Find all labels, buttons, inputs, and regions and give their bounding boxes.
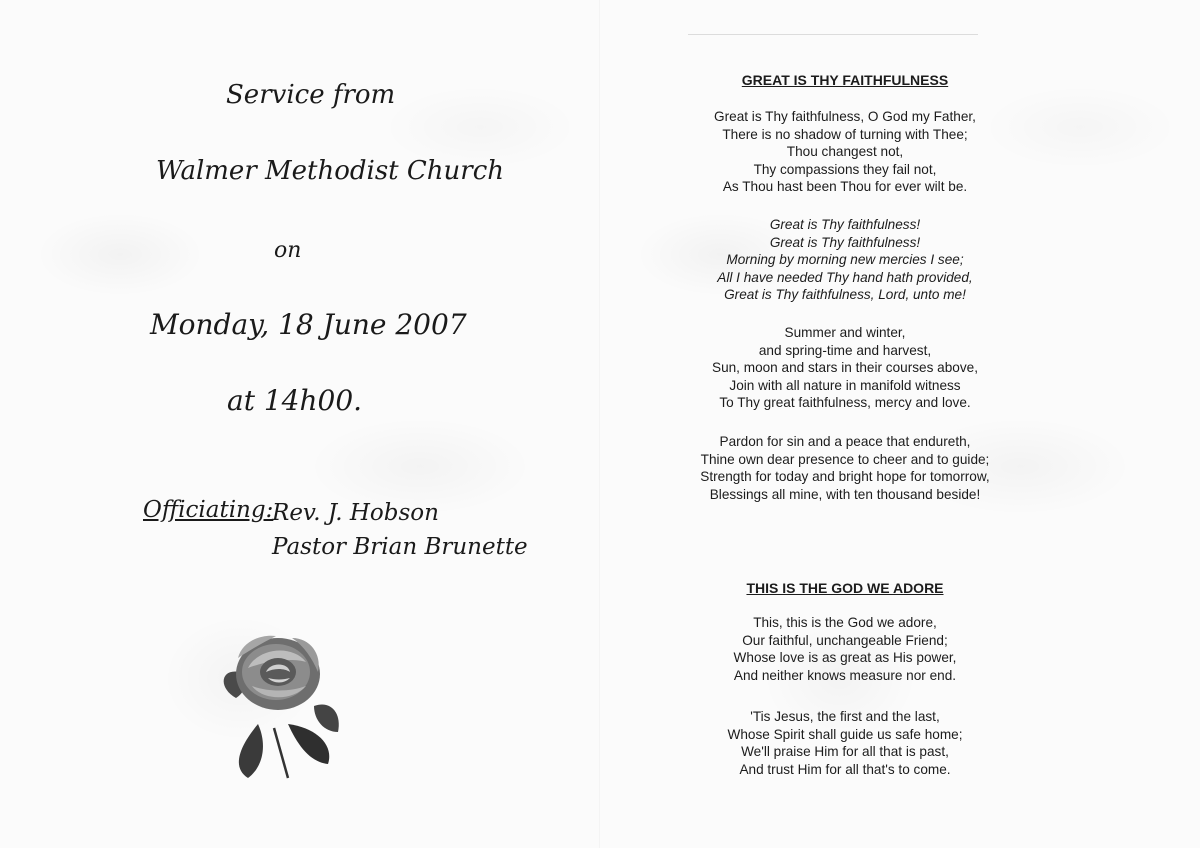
verse-line: As Thou hast been Thou for ever wilt be. — [722, 179, 968, 195]
chorus-line: Great is Thy faithfulness! — [769, 217, 921, 232]
verse-line: Thou changest not, — [786, 144, 904, 160]
hymn-2-verse-1 — [640, 614, 1050, 684]
chorus-line: Great is Thy faithfulness, Lord, unto me! — [724, 287, 966, 303]
hymn-2-title-block — [640, 580, 1050, 596]
verse-line: Strength for today and bright hope for tomorrow, — [700, 469, 990, 485]
verse-line: And neither knows measure nor end. — [733, 667, 957, 683]
verse-line: This, this is the God we adore, — [753, 615, 937, 630]
service-date: Monday, 18 June 2007 — [150, 308, 467, 341]
chorus-line: Morning by morning new mercies I see; — [726, 252, 964, 268]
top-rule — [688, 34, 978, 35]
service-time: at 14h00. — [227, 384, 363, 417]
verse-line: 'Tis Jesus, the first and the last, — [750, 709, 940, 724]
chorus-line: All I have needed Thy hand hath provided, — [717, 269, 973, 285]
hymn-2-title: THIS IS THE GOD WE ADORE — [746, 580, 944, 596]
officiant-2: Pastor Brian Brunette — [272, 534, 528, 560]
verse-line: We'll praise Him for all that is past, — [741, 744, 949, 760]
verse-line: Sun, moon and stars in their courses above, — [712, 360, 978, 376]
hymn-1-verse-1 — [640, 108, 1050, 196]
verse-line: Summer and winter, — [784, 325, 906, 340]
hymn-2-verse-2 — [640, 708, 1050, 778]
rose-illustration — [218, 628, 346, 780]
verse-line: Our faithful, unchangeable Friend; — [742, 632, 948, 648]
hymn-1-chorus — [640, 216, 1050, 304]
verse-line: and spring-time and harvest, — [758, 342, 932, 358]
church-name: Walmer Methodist Church — [156, 156, 505, 186]
hymn-1-title: GREAT IS THY FAITHFULNESS — [741, 72, 949, 88]
chorus-line: Great is Thy faithfulness! — [769, 234, 921, 250]
hymn-1-verse-3 — [640, 433, 1050, 503]
verse-line: Blessings all mine, with ten thousand beside! — [709, 486, 981, 502]
verse-line: To Thy great faithfulness, mercy and love. — [719, 395, 971, 411]
service-from-line: Service from — [226, 80, 396, 110]
verse-line: Great is Thy faithfulness, O God my Father, — [714, 109, 976, 124]
officiant-1: Rev. J. Hobson — [272, 500, 439, 526]
on-line: on — [274, 238, 302, 263]
verse-line: There is no shadow of turning with Thee; — [722, 126, 968, 142]
hymn-1-title-block — [640, 72, 1050, 88]
verse-line: Whose love is as great as His power, — [733, 650, 957, 666]
verse-line: And trust Him for all that's to come. — [739, 761, 951, 777]
officiating-label: Officiating: — [143, 497, 274, 523]
verse-line: Thine own dear presence to cheer and to guide; — [700, 451, 990, 467]
verse-line: Thy compassions they fail not, — [753, 161, 937, 177]
verse-line: Whose Spirit shall guide us safe home; — [727, 726, 963, 742]
hymn-1-verse-2 — [640, 324, 1050, 412]
verse-line: Join with all nature in manifold witness — [729, 377, 961, 393]
verse-line: Pardon for sin and a peace that endureth, — [719, 434, 971, 449]
